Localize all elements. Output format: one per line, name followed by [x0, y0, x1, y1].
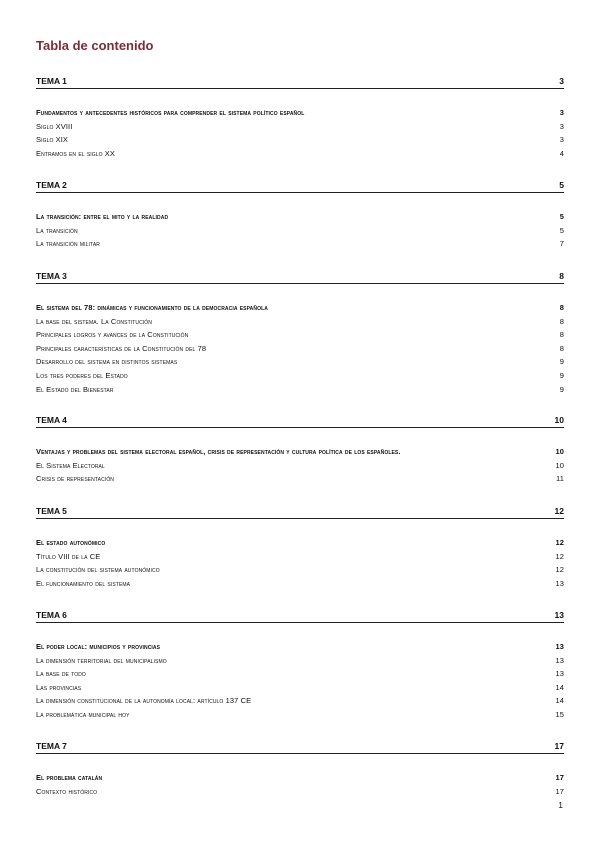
toc-entry-label: Desarrollo del sistema en distintos sistemas [36, 357, 178, 367]
toc-heading-entry[interactable] [36, 773, 564, 784]
toc-entry-page: 8 [559, 303, 564, 312]
toc-entry-page: 13 [555, 578, 564, 588]
toc-entry-label: La dimensión territorial del municipalismo [36, 655, 167, 665]
toc-heading-entry[interactable] [36, 447, 564, 458]
toc-entry-page: 17 [555, 786, 564, 796]
toc-heading-entry[interactable] [36, 303, 564, 314]
toc-entry-page: 3 [559, 108, 564, 117]
toc-entry-label: El estado autonómico [36, 538, 106, 547]
toc-tema-label: TEMA 7 [36, 741, 67, 751]
toc-entry[interactable] [36, 565, 564, 576]
toc-entry-label: La constitución del sistema autonómico [36, 565, 160, 575]
toc-tema-4[interactable] [36, 415, 564, 428]
toc-entry-page: 12 [555, 551, 564, 561]
page-number: 1 [558, 800, 563, 810]
toc-tema-5[interactable] [36, 506, 564, 519]
toc-entry-label: Entramos en el siglo XX [36, 148, 115, 158]
toc-tema-page: 10 [554, 415, 564, 425]
toc-entry[interactable] [36, 683, 564, 694]
toc-entry-page: 10 [555, 447, 564, 456]
toc-entry-page: 12 [555, 565, 564, 575]
toc-entry-label: Contexto histórico [36, 786, 98, 796]
toc-entry-label: Fundamentos y antecedentes históricos para comprender el sistema político español [36, 108, 305, 117]
toc-tema-page: 5 [559, 180, 564, 190]
toc-entry-page: 13 [555, 669, 564, 679]
toc-entry-label: La base del sistema. La Constitución [36, 316, 152, 326]
toc-tema-label: TEMA 4 [36, 415, 67, 425]
toc-entry[interactable] [36, 474, 564, 485]
toc-entry[interactable] [36, 226, 564, 237]
toc-entry-label: El poder local: municipios y provincias [36, 642, 161, 651]
toc-entry-page: 5 [559, 212, 564, 221]
toc-entry-label: Principales características de la Constitución del 78 [36, 343, 207, 353]
toc-entry-label: La transición: entre el mito y la realidad [36, 212, 169, 221]
toc-tema-label: TEMA 6 [36, 610, 67, 620]
toc-tema-3[interactable] [36, 271, 564, 284]
toc-tema-7[interactable] [36, 741, 564, 754]
toc-entry[interactable] [36, 579, 564, 590]
toc-entry[interactable] [36, 656, 564, 667]
toc-entry[interactable] [36, 461, 564, 472]
toc-heading-entry[interactable] [36, 538, 564, 549]
toc-entry-page: 3 [559, 121, 564, 131]
toc-entry[interactable] [36, 239, 564, 250]
toc-title: Tabla de contenido [36, 38, 154, 53]
toc-entry-label: Siglo XIX [36, 135, 69, 145]
toc-entry-label: Principales logros y avances de la Constitución [36, 330, 189, 340]
toc-entry[interactable] [36, 330, 564, 341]
toc-entry-page: 15 [555, 710, 564, 719]
toc-entry[interactable] [36, 371, 564, 382]
toc-tema-page: 3 [559, 76, 564, 86]
toc-entry-page: 7 [559, 239, 564, 249]
toc-entry-label: La base de todo [36, 669, 86, 679]
toc-entry[interactable] [36, 149, 564, 160]
toc-entry-page: 9 [559, 357, 564, 367]
toc-entry[interactable] [36, 710, 564, 721]
toc-entry-label: Los tres poderes del Estado [36, 371, 128, 380]
toc-heading-entry[interactable] [36, 642, 564, 653]
toc-heading-entry[interactable] [36, 212, 564, 223]
toc-entry-page: 9 [559, 384, 564, 394]
toc-entry-page: 8 [559, 316, 564, 326]
toc-tema-page: 8 [559, 271, 564, 281]
toc-tema-label: TEMA 3 [36, 271, 67, 281]
toc-entry[interactable] [36, 385, 564, 396]
toc-tema-6[interactable] [36, 610, 564, 623]
toc-entry-page: 17 [555, 773, 564, 782]
toc-tema-page: 13 [554, 610, 564, 620]
toc-entry[interactable] [36, 135, 564, 146]
toc-entry-label: Crisis de representación [36, 474, 115, 484]
toc-entry-label: El sistema del 78: dinámicas y funcionamiento de la democracia española [36, 303, 268, 312]
toc-tema-label: TEMA 5 [36, 506, 67, 516]
toc-entry-label: Las provincias [36, 682, 82, 692]
toc-entry-label: La problemática municipal hoy [36, 710, 130, 719]
toc-entry[interactable] [36, 357, 564, 368]
toc-tema-page: 12 [554, 506, 564, 516]
toc-entry[interactable] [36, 669, 564, 680]
toc-heading-entry[interactable] [36, 108, 564, 119]
toc-entry[interactable] [36, 122, 564, 133]
toc-entry-page: 8 [559, 330, 564, 340]
toc-tema-page: 17 [554, 741, 564, 751]
toc-entry-page: 10 [555, 460, 564, 470]
toc-entry-page: 3 [559, 135, 564, 145]
toc-entry[interactable] [36, 552, 564, 563]
toc-entry[interactable] [36, 344, 564, 355]
toc-entry-page: 12 [555, 538, 564, 547]
toc-entry-label: El funcionamiento del sistema [36, 578, 131, 588]
toc-entry-label: La transición [36, 225, 78, 235]
toc-entry-page: 8 [559, 343, 564, 353]
toc-entry[interactable] [36, 317, 564, 328]
toc-entry-page: 9 [559, 371, 564, 380]
toc-entry[interactable] [36, 696, 564, 707]
toc-entry-page: 11 [556, 474, 564, 484]
toc-entry-page: 14 [555, 682, 564, 692]
toc-entry-page: 13 [555, 642, 564, 651]
toc-entry-page: 13 [555, 655, 564, 665]
toc-entry-page: 14 [555, 696, 564, 706]
toc-tema-1[interactable] [36, 76, 564, 89]
toc-entry-page: 5 [559, 225, 564, 235]
toc-entry-label: La dimensión constitucional de la autonomía local: artículo 137 CE [36, 696, 252, 706]
toc-tema-2[interactable] [36, 180, 564, 193]
toc-entry-label: El problema catalán [36, 773, 103, 782]
toc-entry-label: Título VIII de la CE [36, 551, 101, 561]
toc-entry-label: Ventajas y problemas del sistema electoral español, crisis de representación y cultura política de los españoles. [36, 447, 401, 456]
toc-entry-label: La transición militar [36, 239, 100, 249]
toc-entry[interactable] [36, 787, 564, 798]
toc-entry-label: Siglo XVIII [36, 121, 73, 131]
toc-tema-label: TEMA 2 [36, 180, 67, 190]
toc-entry-label: El Sistema Electoral [36, 460, 105, 470]
toc-tema-label: TEMA 1 [36, 76, 67, 86]
toc-entry-label: El Estado del Bienestar [36, 384, 114, 394]
toc-entry-page: 4 [559, 148, 564, 158]
